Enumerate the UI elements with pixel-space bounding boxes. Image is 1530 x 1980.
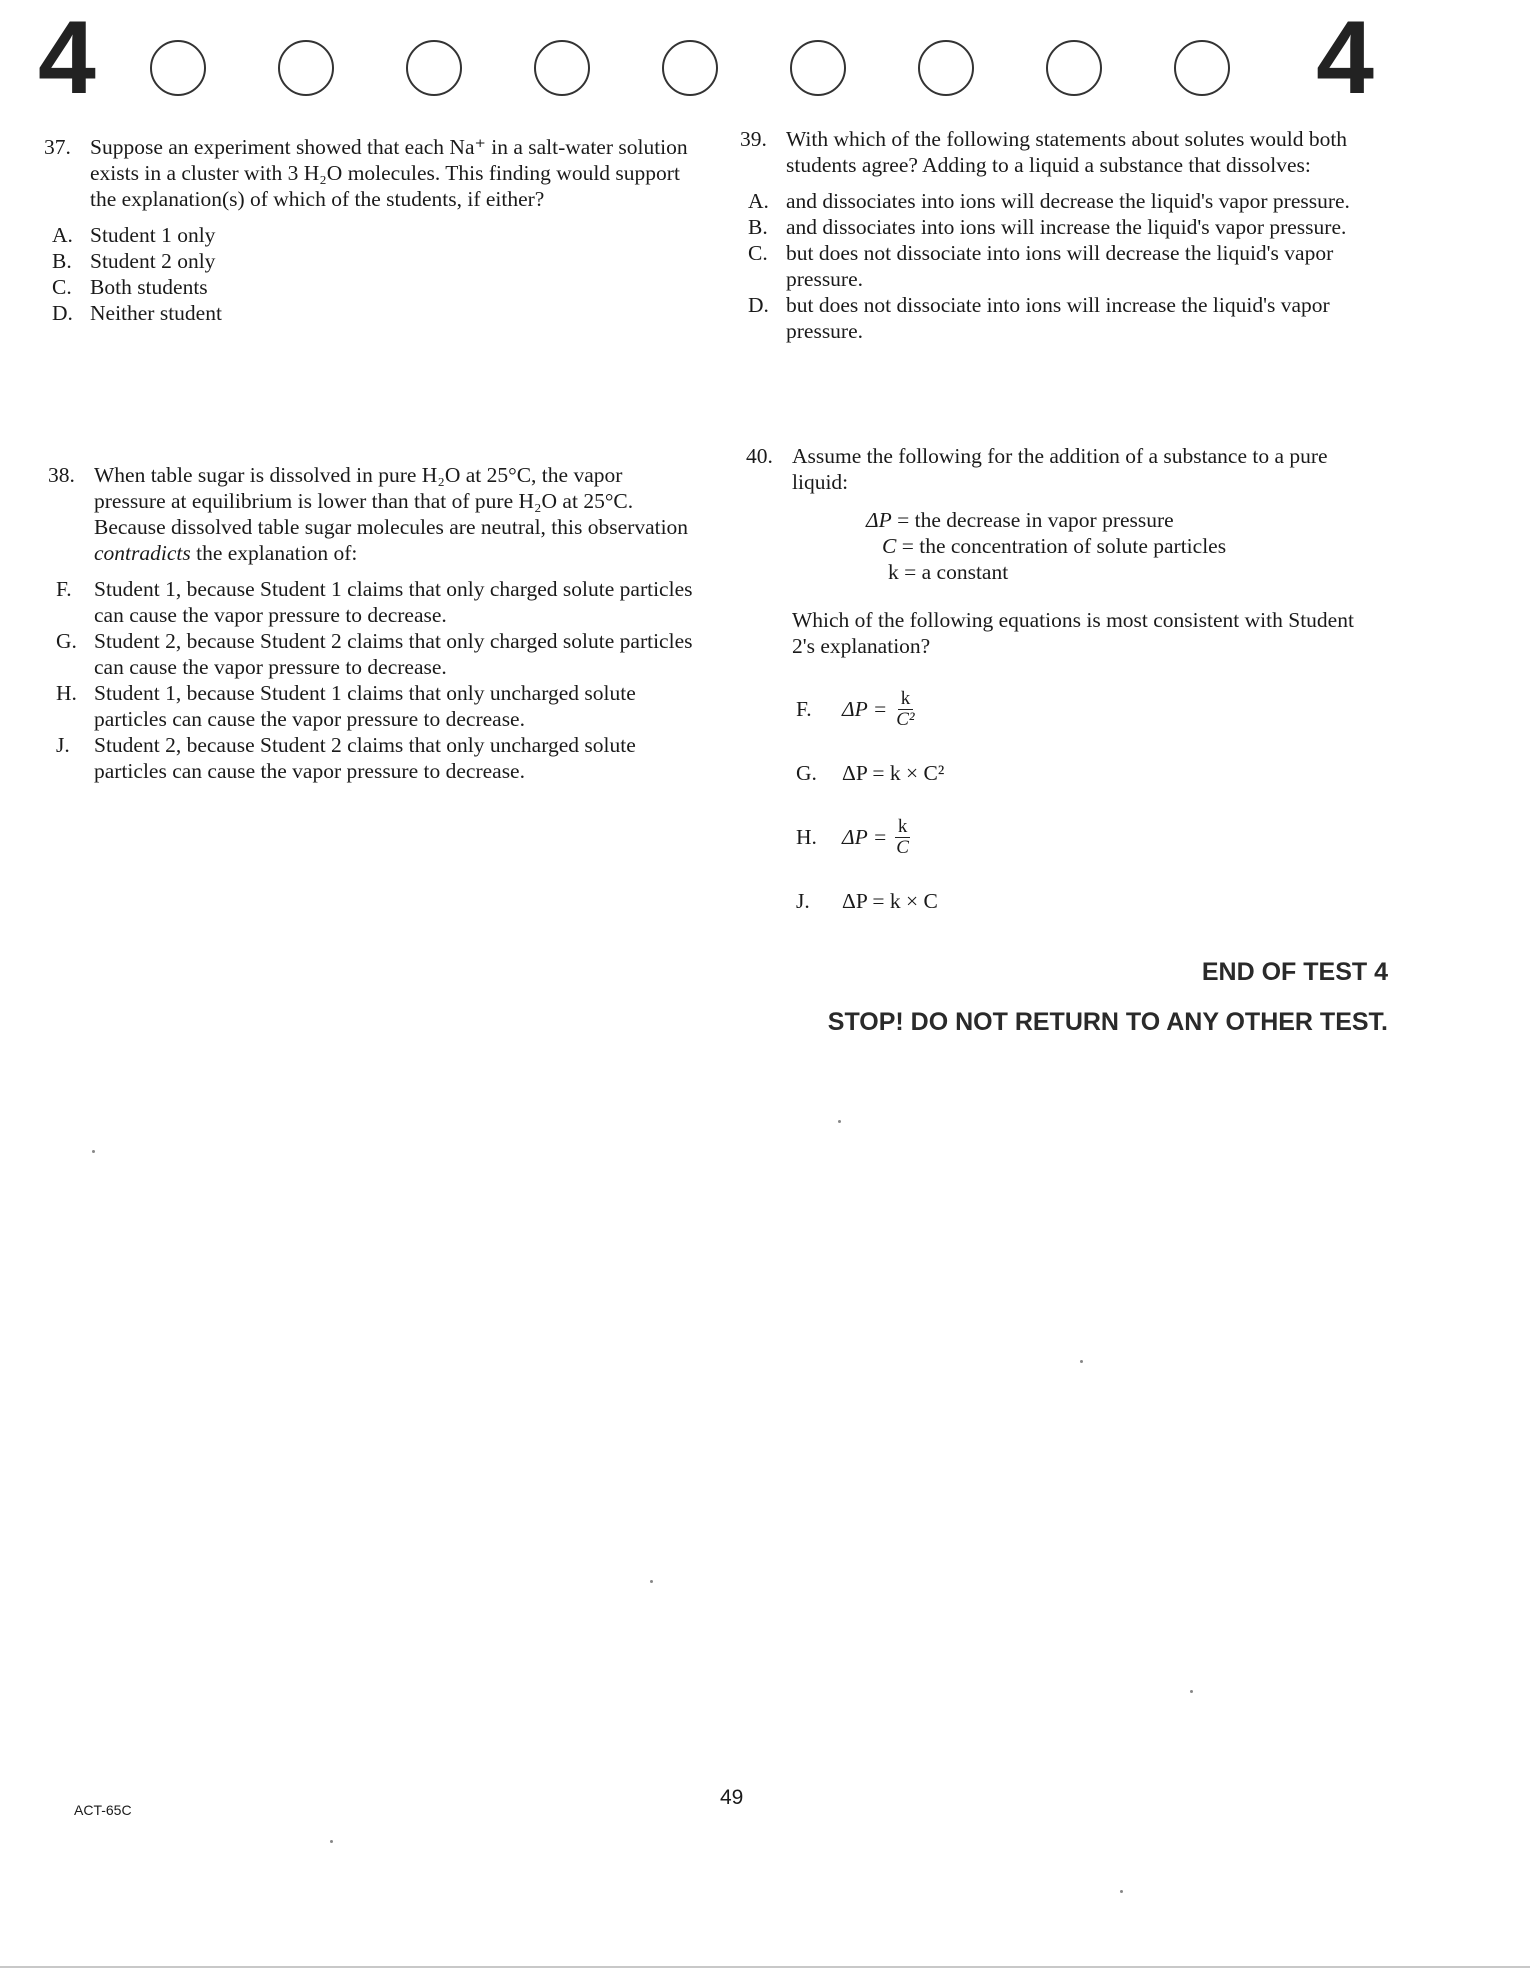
- answer-option[interactable]: [796, 869, 1380, 933]
- definition-row: [866, 507, 1380, 533]
- definition-symbol: k: [888, 560, 899, 584]
- page-header: [38, 0, 1374, 116]
- answer-option[interactable]: [740, 292, 1380, 344]
- header-circle: [406, 40, 462, 96]
- option-letter: G.: [796, 761, 817, 785]
- equation: ΔP = k × C: [842, 889, 938, 913]
- equation-lhs: ΔP =: [842, 825, 888, 849]
- scan-speck: [1080, 1360, 1083, 1363]
- answer-option[interactable]: [44, 222, 694, 248]
- option-text: Student 2, because Student 2 claims that only uncharged solute particles can cause the vapor pressure to decrease.: [94, 733, 636, 783]
- answer-option[interactable]: [44, 300, 694, 326]
- option-letter: J.: [796, 889, 810, 913]
- definition-row: [866, 533, 1380, 559]
- question-text-start: When table sugar is dissolved in pure H₂O at 25°C, the vapor pressure at equilibrium is lower than that of pure H₂O at 25°C. Because dissolved table sugar molecules are neutral, this observation: [94, 463, 689, 539]
- question-number: 37.: [44, 135, 71, 159]
- question-number: 38.: [48, 463, 75, 487]
- answer-options: [48, 576, 694, 784]
- scan-speck: [330, 1840, 333, 1843]
- equation: ΔP = k × C²: [842, 761, 945, 785]
- definition-symbol: C: [882, 534, 897, 558]
- option-letter: A.: [748, 189, 769, 213]
- answer-option[interactable]: [44, 274, 694, 300]
- option-letter: D.: [748, 293, 769, 317]
- option-text: Both students: [90, 275, 208, 299]
- answer-option[interactable]: [48, 732, 694, 784]
- question-39: [740, 126, 1380, 344]
- section-number-right: 4: [1316, 0, 1374, 116]
- option-text: Student 1, because Student 1 claims that only uncharged solute particles can cause the vapor pressure to decrease.: [94, 681, 636, 731]
- question-number: 40.: [746, 444, 773, 468]
- answer-option[interactable]: [44, 248, 694, 274]
- header-circle: [278, 40, 334, 96]
- option-text: and dissociates into ions will increase the liquid's vapor pressure.: [786, 215, 1347, 239]
- option-text: and dissociates into ions will decrease the liquid's vapor pressure.: [786, 189, 1350, 213]
- option-letter: C.: [52, 275, 72, 299]
- option-letter: H.: [56, 681, 77, 705]
- answer-option[interactable]: [48, 628, 694, 680]
- form-code: ACT-65C: [74, 1802, 132, 1818]
- question-text-end: the explanation of:: [190, 541, 358, 565]
- question-40: [746, 443, 1380, 933]
- section-number-left: 4: [38, 0, 96, 116]
- scan-speck: [838, 1120, 841, 1123]
- question-prompt: Which of the following equations is most consistent with Student 2's explanation?: [792, 608, 1354, 658]
- header-circle: [662, 40, 718, 96]
- question-37: [44, 134, 694, 326]
- end-of-test-heading: END OF TEST 4: [1201, 958, 1388, 986]
- definition-text: = the concentration of solute particles: [896, 534, 1227, 558]
- option-letter: D.: [52, 301, 73, 325]
- answer-option[interactable]: [796, 805, 1380, 869]
- option-letter: F.: [56, 577, 72, 601]
- question-text: Suppose an experiment showed that each Na⁺ in a salt-water solution exists in a cluster with 3 H₂O molecules. This finding would support the explanation(s) of which of the students, if either?: [90, 135, 688, 211]
- header-circle: [150, 40, 206, 96]
- answer-option[interactable]: [796, 677, 1380, 741]
- variable-definitions: [866, 507, 1380, 585]
- question-38: [48, 462, 694, 784]
- option-text: Student 2, because Student 2 claims that only charged solute particles can cause the vapor pressure to decrease.: [94, 629, 693, 679]
- question-text: With which of the following statements about solutes would both students agree? Adding to a liquid a substance that dissolves:: [786, 127, 1348, 177]
- answer-option[interactable]: [740, 240, 1380, 292]
- definition-symbol: ΔP: [866, 508, 892, 532]
- scan-speck: [650, 1580, 653, 1583]
- fraction: [893, 689, 917, 730]
- definition-row: [866, 559, 1380, 585]
- header-circle: [790, 40, 846, 96]
- question-text: Assume the following for the addition of a substance to a pure liquid:: [792, 444, 1328, 494]
- definition-text: = the decrease in vapor pressure: [891, 508, 1174, 532]
- fraction-denominator: C: [896, 836, 909, 858]
- option-letter: B.: [52, 249, 72, 273]
- header-circle: [534, 40, 590, 96]
- stop-notice: STOP! DO NOT RETURN TO ANY OTHER TEST.: [827, 1008, 1388, 1036]
- definition-text: = a constant: [898, 560, 1009, 584]
- answer-option[interactable]: [48, 576, 694, 628]
- option-text: Student 1 only: [90, 223, 216, 247]
- fraction-numerator: k: [895, 817, 911, 838]
- scan-speck: [1120, 1890, 1123, 1893]
- answer-option[interactable]: [740, 214, 1380, 240]
- question-text-emphasis: contradicts: [94, 541, 191, 565]
- answer-option[interactable]: [740, 188, 1380, 214]
- option-letter: F.: [796, 697, 812, 721]
- option-letter: A.: [52, 223, 73, 247]
- scan-edge: [0, 1966, 1530, 1968]
- fraction-numerator: k: [898, 689, 914, 710]
- option-text: but does not dissociate into ions will decrease the liquid's vapor pressure.: [786, 241, 1334, 291]
- answer-options: [792, 677, 1380, 933]
- option-text: Neither student: [90, 301, 222, 325]
- answer-options: [740, 188, 1380, 344]
- option-letter: C.: [748, 241, 768, 265]
- answer-option[interactable]: [48, 680, 694, 732]
- option-text: but does not dissociate into ions will increase the liquid's vapor pressure.: [786, 293, 1330, 343]
- page-number: 49: [720, 1786, 744, 1809]
- option-letter: J.: [56, 733, 70, 757]
- answer-option[interactable]: [796, 741, 1380, 805]
- scan-speck: [1190, 1690, 1193, 1693]
- option-text: Student 2 only: [90, 249, 216, 273]
- answer-options: [44, 222, 694, 326]
- fraction: [893, 817, 912, 858]
- header-circle: [1046, 40, 1102, 96]
- question-text: [94, 462, 694, 566]
- question-number: 39.: [740, 127, 767, 151]
- option-letter: H.: [796, 825, 817, 849]
- header-circle: [1174, 40, 1230, 96]
- scan-speck: [92, 1150, 95, 1153]
- fraction-denominator: C²: [896, 708, 915, 730]
- option-text: Student 1, because Student 1 claims that only charged solute particles can cause the vapor pressure to decrease.: [94, 577, 693, 627]
- option-letter: B.: [748, 215, 768, 239]
- equation-lhs: ΔP =: [842, 697, 888, 721]
- option-letter: G.: [56, 629, 77, 653]
- header-circle: [918, 40, 974, 96]
